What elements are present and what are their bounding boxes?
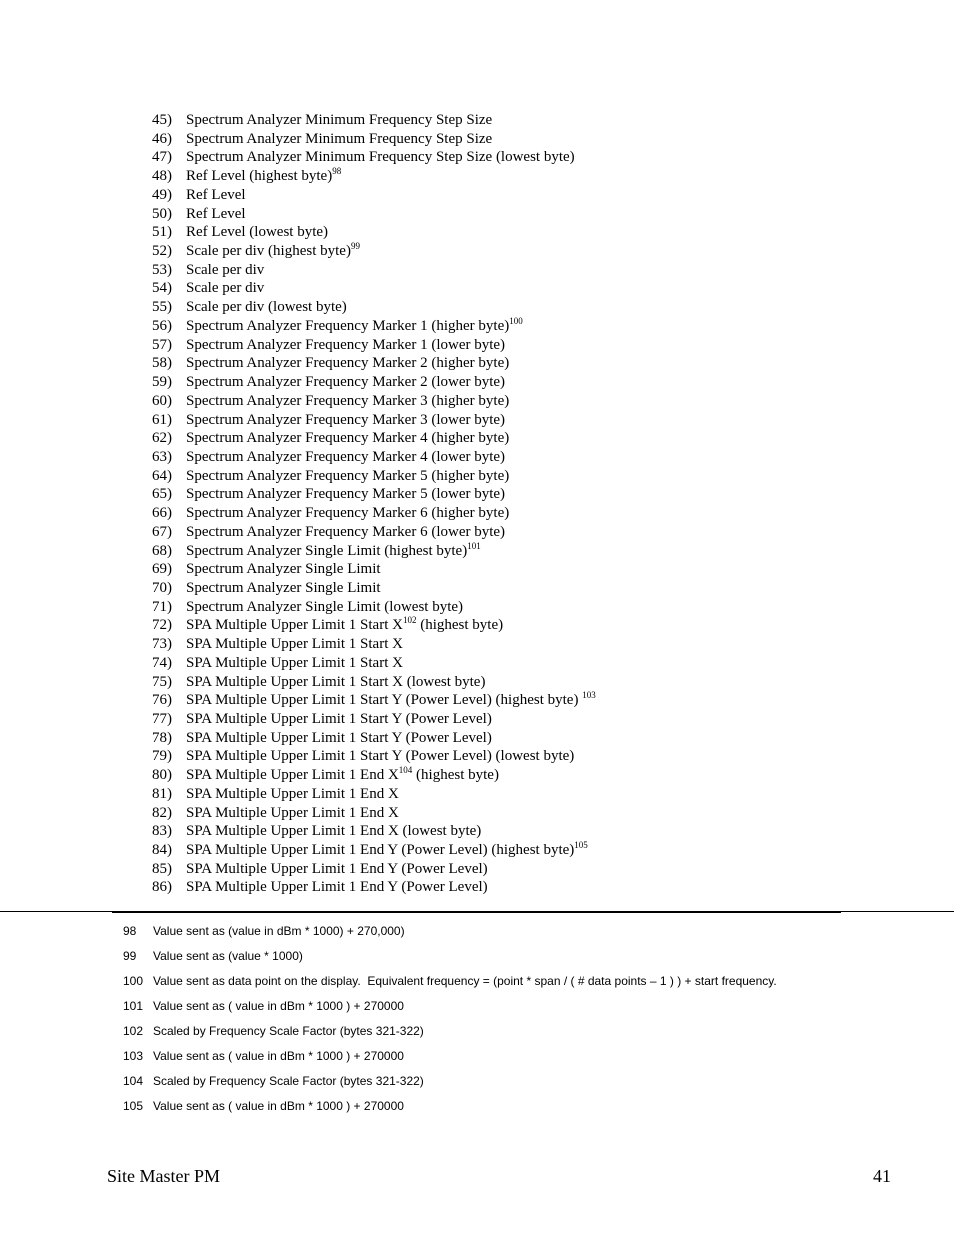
list-item-number: 84) [152,842,172,859]
list-item-number: 53) [152,261,172,278]
list-item [0,223,954,242]
list-item [0,317,954,336]
list-item [0,878,954,897]
list-item-label: SPA Multiple Upper Limit 1 End Y (Power Level) (highest byte) [186,842,575,859]
list-item-label: Spectrum Analyzer Single Limit (lowest byte) [186,598,464,615]
list-item [0,485,954,504]
list-item-text [186,878,488,897]
list-item-text [186,804,399,823]
footnote [0,1097,954,1122]
list-item-text [186,766,499,785]
list-item-text [186,523,505,542]
list-item-label: Scale per div (lowest byte) [186,299,347,316]
list-item-label: SPA Multiple Upper Limit 1 End Y (Power Level) [186,860,488,877]
list-item-label: Spectrum Analyzer Frequency Marker 1 (lower byte) [186,336,506,353]
list-item-number: 81) [152,785,172,802]
list-item [0,598,954,617]
list-item-label: SPA Multiple Upper Limit 1 Start Y (Power Level) (highest byte) [186,692,583,709]
list-item [0,429,954,448]
footnote-reference[interactable]: 105 [574,840,588,851]
list-item [0,523,954,542]
list-item [0,111,954,130]
list-item [0,298,954,317]
list-item-text [186,205,246,224]
list-item-label: Spectrum Analyzer Frequency Marker 3 (higher byte) [186,392,510,409]
footnote-text: Scaled by Frequency Scale Factor (bytes 321-322) [153,1074,424,1088]
list-item-label: Ref Level [186,205,246,222]
list-item-label: SPA Multiple Upper Limit 1 End X [186,785,399,802]
list-item-label: Spectrum Analyzer Frequency Marker 5 (lower byte) [186,486,506,503]
list-item-label: Spectrum Analyzer Minimum Frequency Step Size [186,130,493,147]
footnote-number: 105 [123,1099,144,1113]
footnote [0,922,954,947]
list-item-label: Spectrum Analyzer Single Limit [186,561,381,578]
list-item-label: SPA Multiple Upper Limit 1 End X [186,767,399,784]
list-item-text [186,729,492,748]
list-item-label: Ref Level (highest byte) [186,168,333,185]
list-item [0,841,954,860]
list-item-label: Scale per div (highest byte) [186,243,351,260]
list-item [0,130,954,149]
footnote-text: Value sent as ( value in dBm * 1000 ) + 270000 [153,1049,404,1063]
footnote [0,1047,954,1072]
list-item-text [186,411,505,430]
list-item-label: Spectrum Analyzer Frequency Marker 2 (lower byte) [186,374,506,391]
list-item-text [186,317,523,336]
list-item-text [186,710,492,729]
list-item-number: 76) [152,692,172,709]
footnote-number: 101 [123,999,144,1013]
list-item-number: 61) [152,411,172,428]
list-item-text [186,111,492,130]
list-item [0,766,954,785]
list-item-number: 45) [152,112,172,128]
list-item-label: SPA Multiple Upper Limit 1 End X (lowest byte) [186,823,482,840]
list-item-label: SPA Multiple Upper Limit 1 Start Y (Power Level) (lowest byte) [186,748,575,765]
list-item-label: Spectrum Analyzer Frequency Marker 1 (higher byte) [186,317,510,334]
footnote-text: Value sent as ( value in dBm * 1000 ) + 270000 [153,1099,404,1113]
list-item-number: 74) [152,654,172,671]
list-item [0,579,954,598]
list-item [0,392,954,411]
list-item-text [186,485,505,504]
footnote-number: 102 [123,1024,144,1038]
list-item-text [186,429,509,448]
footnote-number: 103 [123,1049,144,1063]
list-item-text [186,504,509,523]
list-item-text [186,467,509,486]
list-item-text [186,261,264,280]
list-item-number: 72) [152,617,172,634]
list-item-text [186,635,403,654]
page-number: 41 [873,1166,891,1186]
list-item-number: 65) [152,486,172,503]
footnotes [0,922,954,1122]
list-item [0,354,954,373]
list-item-label: Spectrum Analyzer Frequency Marker 5 (higher byte) [186,467,510,484]
list-item [0,448,954,467]
list-item-number: 49) [152,186,172,203]
list-item [0,673,954,692]
list-item-label: Spectrum Analyzer Frequency Marker 6 (higher byte) [186,505,510,522]
list-item [0,691,954,710]
list-item-text [186,279,264,298]
list-item-label: SPA Multiple Upper Limit 1 Start Y (Power Level) [186,711,492,727]
list-item-label: SPA Multiple Upper Limit 1 Start X [186,636,403,653]
list-item-text [186,598,463,617]
footnote-number: 104 [123,1074,144,1088]
list-item-text [186,542,481,561]
list-item [0,654,954,673]
list-item-number: 86) [152,879,172,896]
list-item [0,167,954,186]
list-item-label: Scale per div [186,261,265,278]
list-item-number: 78) [152,729,172,746]
list-item-label: SPA Multiple Upper Limit 1 Start X (lowest byte) [186,673,486,690]
list-item [0,373,954,392]
list-item-label: Spectrum Analyzer Frequency Marker 4 (higher byte) [186,430,510,447]
list-item [0,467,954,486]
list-item-text [186,242,360,261]
list-item-text [186,822,481,841]
list-item-text [186,448,505,467]
footnote-reference[interactable]: 99 [350,241,360,252]
list-item [0,822,954,841]
list-item-number: 85) [152,860,172,877]
list-item-label: Spectrum Analyzer Frequency Marker 4 (lower byte) [186,448,506,465]
footnote-reference[interactable]: 102 [402,615,417,626]
list-item [0,261,954,280]
list-item-number: 51) [152,224,172,241]
list-item-label: SPA Multiple Upper Limit 1 Start X [186,617,403,634]
list-item-label: Spectrum Analyzer Frequency Marker 2 (higher byte) [186,355,510,372]
list-item [0,148,954,167]
footnote-text: Value sent as ( value in dBm * 1000 ) + 270000 [153,999,404,1013]
list-item-text [186,560,381,579]
list-item-text [186,785,399,804]
footnote-separator-inner-rule [112,912,841,913]
list-item-number: 46) [152,130,172,147]
list-item-label: SPA Multiple Upper Limit 1 Start X [186,654,403,671]
list-item-number: 58) [152,355,172,372]
list-item-text [186,579,381,598]
list-item-number: 52) [152,243,172,260]
list-item-label: Spectrum Analyzer Single Limit (highest byte) [186,542,468,559]
list-item-suffix: (highest byte) [412,767,499,784]
list-item-number: 67) [152,523,172,540]
list-item-text [186,167,341,186]
list-item-number: 60) [152,392,172,409]
footnote-text: Value sent as (value in dBm * 1000) + 270,000) [153,924,405,938]
list-item-number: 48) [152,168,172,185]
footnote-reference[interactable]: 101 [467,540,481,551]
list-item-label: SPA Multiple Upper Limit 1 Start Y (Power Level) [186,729,492,746]
list-item-number: 77) [152,711,172,727]
list-item [0,785,954,804]
list-item-text [186,148,575,167]
list-item-label: Spectrum Analyzer Minimum Frequency Step Size (lowest byte) [186,149,575,166]
footnote-reference[interactable]: 100 [509,315,523,326]
list-item-number: 80) [152,767,172,784]
list-item-suffix: (highest byte) [416,617,504,634]
list-item-number: 64) [152,467,172,484]
list-item-text [186,841,588,860]
footnote-number: 100 [123,974,144,988]
footnote [0,972,954,997]
list-item-label: Spectrum Analyzer Frequency Marker 6 (lower byte) [186,523,506,540]
list-item [0,804,954,823]
footnote [0,1072,954,1097]
list-item-label: Scale per div [186,280,265,297]
list-item [0,860,954,879]
list-item-number: 68) [152,542,172,559]
list-item-number: 70) [152,579,172,596]
footnote-reference[interactable]: 103 [582,690,596,701]
list-item-text [186,373,505,392]
list-item-text [186,654,403,673]
list-item-text [186,691,596,710]
list-item-text [186,298,347,317]
footnote [0,997,954,1022]
list-item-number: 69) [152,561,172,578]
list-item [0,504,954,523]
list-item-number: 62) [152,430,172,447]
list-item-label: SPA Multiple Upper Limit 1 End Y (Power Level) [186,879,488,896]
list-item [0,542,954,561]
list-item-number: 54) [152,280,172,297]
list-item-number: 79) [152,748,172,765]
list-item [0,635,954,654]
list-item-label: Spectrum Analyzer Single Limit [186,579,381,596]
list-item [0,411,954,430]
list-item-text [186,673,485,692]
footnote-number: 99 [123,949,137,963]
footer-title: Site Master PM [107,1166,221,1186]
list-item-label: Spectrum Analyzer Minimum Frequency Step Size [186,112,493,128]
list-item-label: Ref Level (lowest byte) [186,224,329,241]
list-item-number: 82) [152,804,172,821]
list-item-number: 63) [152,448,172,465]
list-item-number: 50) [152,205,172,222]
list-item-text [186,860,488,879]
list-item [0,336,954,355]
list-item-number: 71) [152,598,172,615]
footnote [0,1022,954,1047]
list-item-text [186,130,492,149]
list-item-number: 75) [152,673,172,690]
byte-description-list [0,111,954,897]
list-item [0,205,954,224]
list-item-number: 56) [152,317,172,334]
list-item-label: Ref Level [186,186,246,203]
list-item-text [186,747,574,766]
list-item [0,729,954,748]
list-item-number: 55) [152,299,172,316]
list-item-label: SPA Multiple Upper Limit 1 End X [186,804,399,821]
footnote-text: Scaled by Frequency Scale Factor (bytes 321-322) [153,1024,424,1038]
list-item-text [186,392,509,411]
list-item-number: 73) [152,636,172,653]
list-item-number: 66) [152,505,172,522]
list-item [0,242,954,261]
list-item-number: 57) [152,336,172,353]
footnote-text: Value sent as (value * 1000) [153,949,303,963]
list-item-number: 59) [152,374,172,391]
list-item [0,560,954,579]
list-item [0,279,954,298]
list-item-text [186,223,328,242]
list-item [0,616,954,635]
list-item [0,186,954,205]
footnote-reference[interactable]: 104 [398,765,413,776]
list-item-number: 83) [152,823,172,840]
list-item-text [186,616,503,635]
footnote-reference[interactable]: 98 [332,166,342,177]
list-item [0,710,954,729]
footnote [0,947,954,972]
footnote-number: 98 [123,924,137,938]
list-item-text [186,336,505,355]
footnote-text: Value sent as data point on the display. Equivalent frequency = (point * span / ( # data points – 1 ) ) + start frequency. [153,974,777,988]
list-item-text [186,186,246,205]
list-item-text [186,354,509,373]
list-item-number: 47) [152,149,172,166]
list-item [0,747,954,766]
list-item-label: Spectrum Analyzer Frequency Marker 3 (lower byte) [186,411,506,428]
